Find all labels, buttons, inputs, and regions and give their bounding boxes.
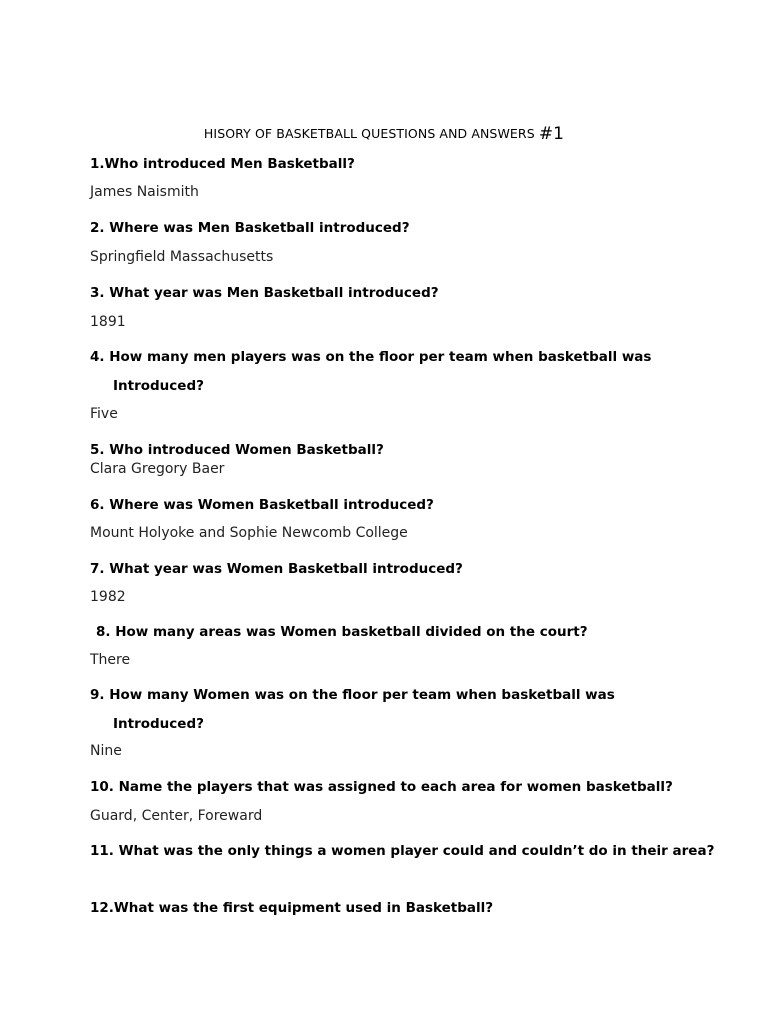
answer-7: 1982	[90, 589, 126, 605]
question-12: 12.What was the first equipment used in Basketball?	[90, 900, 494, 916]
question-1: 1.Who introduced Men Basketball?	[90, 156, 355, 172]
answer-1: James Naismith	[90, 184, 199, 200]
title-number: #1	[538, 124, 565, 144]
question-9-continued: Introduced?	[113, 716, 204, 732]
question-8: 8. How many areas was Women basketball divided on the court?	[96, 624, 588, 640]
question-3: 3. What year was Men Basketball introduced?	[90, 285, 439, 301]
question-4-continued: Introduced?	[113, 378, 204, 394]
question-6: 6. Where was Women Basketball introduced?	[90, 497, 434, 513]
answer-5: Clara Gregory Baer	[90, 461, 225, 477]
question-4: 4. How many men players was on the floor per team when basketball was	[90, 349, 652, 365]
document-title	[0, 124, 768, 144]
answer-6: Mount Holyoke and Sophie Newcomb College	[90, 525, 408, 541]
question-2: 2. Where was Men Basketball introduced?	[90, 220, 410, 236]
answer-8: There	[90, 652, 131, 668]
answer-2: Springfield Massachusetts	[90, 249, 274, 265]
question-10: 10. Name the players that was assigned to each area for women basketball?	[90, 779, 673, 795]
title-text: HISORY OF BASKETBALL QUESTIONS AND ANSWERS	[203, 126, 539, 141]
question-11: 11. What was the only things a women player could and couldn’t do in their area?	[90, 843, 715, 859]
question-9: 9. How many Women was on the floor per team when basketball was	[90, 687, 615, 703]
answer-9: Nine	[90, 743, 122, 759]
answer-3: 1891	[90, 314, 126, 330]
answer-10: Guard, Center, Foreward	[90, 808, 263, 824]
question-5: 5. Who introduced Women Basketball?	[90, 442, 384, 458]
answer-4: Five	[90, 406, 118, 422]
question-7: 7. What year was Women Basketball introduced?	[90, 561, 463, 577]
